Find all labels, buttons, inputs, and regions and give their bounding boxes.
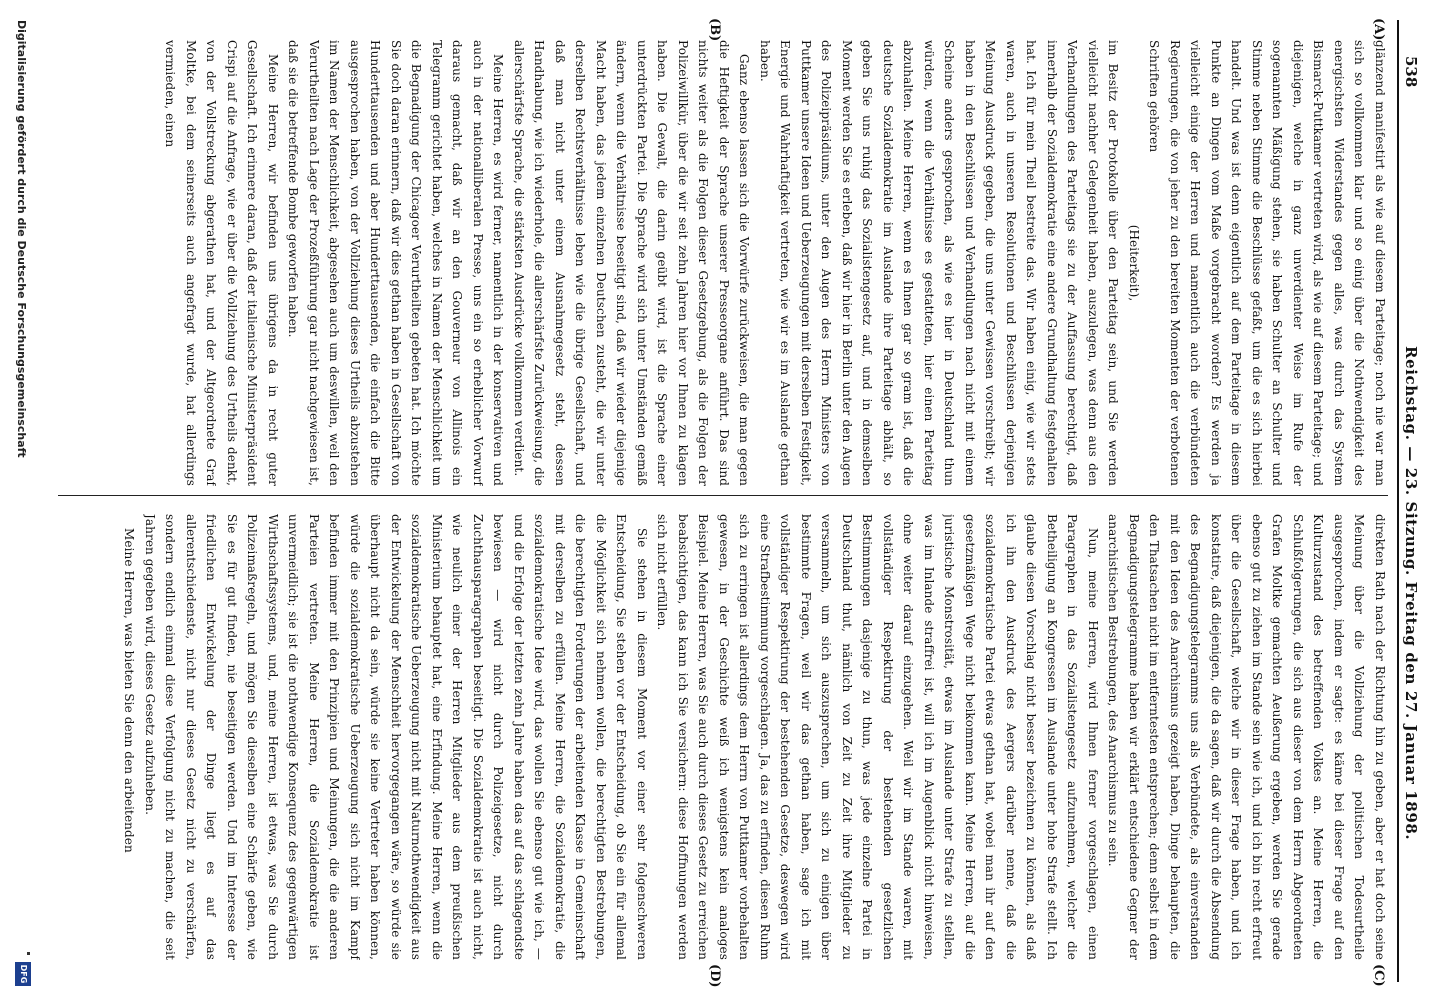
paragraph: Meine Herren, wir befinden uns übrigens da in recht guter Gesellschaft. Ich erinnere daran, daß der italienische Ministerpräsident Crispi auf die Anfrage, wie er über die Vollziehung des Urtheils denkt, von der Vollstreckung abgerathen hat, und der Altgeordnete Graf Moltke, bei dem seinerseits auch angefragt wurde, hat allerdings vermieden, einen bbox=[163, 40, 280, 486]
paragraph: Sie stehen in diesem Moment vor einer sehr folgenschweren Entscheidung, Sie stehen vor der Entscheidung, ob Sie ein für allemal die Möglichkeit sich nehmen wollen, die berechtigten Bestrebungen, die berechtigten Forderungen der arbeitenden Klasse in Gemeinschaft mit derselben zu erfüllen. Meine Herren, die Sozialdemokratie, die sozialdemokratische Idee wird, das wollen Sie ebenso gut wie ich, — und die Erfolge der letzten zehn Jahre haben das auf das schlagendste bewiesen — wird nicht durch Polizeigesetze, nicht durch Zuchthausparagraphen beseitigt. Die Sozialdemokratie ist auch nicht, wie neulich einer der Herren Mitglieder aus dem preußischen Ministerium behauptet hat, eine Erfindung. Meine Herren, wenn die sozialdemokratische Ueberzeugung nicht mit Naturnothwendigkeit aus der Entwickelung der Menschheit hervorgegangen wäre, so würde sie überhaupt nicht da sein, würde sie keine Vertreter haben können, würde die sozialdemokratische Ueberzeugung sich nicht im Kampf befinden immer mit den Prinzipien und Meinungen, die die anderen Parteien vertreten. Meine Herren, die Sozialdemokratie ist unvermeidlich; sie ist die nothwendige Konsequenz des gegenwärtigen Wirthschaftssystems, und, meine Herren, ist etwas, was Sie durch Polizeimaßregeln, und mögen Sie dieselben eine Schärfe geben, wie Sie es für gut finden, nie beseitigen werden. Und im Interesse der friedlichen Entwickelung der Dinge liegt es auf das allerentschiedenste, nicht nur dieses Gesetz nicht zu verschärfen, sondern endlich einmal diese Verfolgung nicht zu machen, die seit Jahren gegeben wird, dieses Gesetz aufzuheben. bbox=[143, 514, 649, 960]
left-text-column bbox=[42, 40, 1390, 486]
right-text-column bbox=[42, 514, 1390, 960]
margin-mark-a: (A) bbox=[1371, 18, 1386, 41]
scan-speck bbox=[27, 952, 30, 955]
paragraph: im Besitz der Protokolle über den Parteitag sein, und Sie werden vielleicht nachher Gelegenheit haben, auszulegen, was denn aus den Verhandlungen des Parteitags sie zu der Auffassung berechtigt, daß innerhalb der Sozialdemokratie eine andere Grundhaltung festgehalten hat. Ich für mein Theil bestreite das. Wir haben einig, wie wir stets waren, auch in unseren Resolutionen und Beschlüssen derjenigen Meinung Ausdruck gegeben, die uns unter Gewissen vorschreibt; wir haben in den Beschlüssen und Verhandlungen nach nicht mit einem Scheine anders gesprochen, als wie es hier in Deutschland thun würden, wenn die Verhältnisse es gestatteten, hier einen Parteitag abzuhalten. Meine Herren, wenn es Ihnen gar so gram ist, daß die deutsche Sozialdemokratie im Auslande ihre Parteitage abhält, so geben Sie uns ruhig das Sozialistengesetz auf, und in demselben Moment werden Sie es erleben, daß wir hier in Berlin unter den Augen des Polizeipräsidiums, unter den Augen des Herrn Ministers von Puttkamer unsere Ideen und Ueberzeugungen mit derselben Festigkeit, Energie und Wahrhaftigkeit vertreten, wie wir es im Auslande gethan haben. bbox=[758, 40, 1121, 486]
column-divider bbox=[58, 495, 1388, 496]
dfg-logo-icon: DFG bbox=[15, 962, 31, 986]
paragraph: Meine Herren, es wird ferner, namentlich in der konservativen und auch in der nationalliberalen Presse, uns ein so erheblicher Vorwurf daraus gemacht, daß wir an den Gouverneur von Allinois ein Telegramm gerichtet haben, welches in Namen der Menschlichkeit um die Begnadigung der Chicagoer Verurtheilten gebeten hat. Ich möchte Sie doch daran erinnern, daß wir dies gethan haben in Gesellschaft von Hunderttausenden und aber Hunderttausenden, die einfach die Bitte ausgesprochen haben, von der Vollziehung dieses Urtheils abzustehen im Namen der Menschlichkeit, abgesehen auch um deswillen, weil den Verurtheilten nach Lage der Prozeßführung gar nicht nachgewiesen ist, daß sie die betreffende Bombe geworfen haben. bbox=[286, 40, 506, 486]
paragraph: Meine Herren, was bieten Sie denn den arbeitenden bbox=[122, 528, 137, 853]
paragraph: glänzend manifestirt als wie auf diesem Parteitage; noch nie war man sich so vollkommen klar und so einig über die Nothwendigkeit des energischsten Widerstandes gegen alles, was durch das System Bismarck-Puttkamer vertreten wird, als wie auf diesem Parteitage; und diejenigen, welche in ganz unverdienter Weise im Rufe der sogenannten Mäßigung stehen, sie haben Schulter an Schulter und Stimme neben Stimme die Beschlüsse gefaßt, um die es sich hierbei handelt. Und was ist denn eigentlich auf dem Parteitage in diesem Punkte an Dingen vom Maße vorgebracht worden? Es werden ja vielleicht einige der Herren und namentlich auch die verbündeten Regierungen, die von jeher zu den bereiten Momenten der verbotenen Schriften gehören bbox=[1147, 40, 1387, 486]
header-rule bbox=[1397, 20, 1399, 982]
running-title: Reichstag. — 23. Sitzung. Freitag den 27. Januar 1898. bbox=[1402, 346, 1420, 841]
margin-mark-c: (C) bbox=[1371, 964, 1386, 987]
margin-mark-b: (B) bbox=[707, 18, 722, 42]
paragraph: direkten Rath nach der Richtung hin zu geben, aber er hat doch seine Meinung über die Vollziehung der politischen Todesurtheile ausgesprochen, indem er sagte: es käme bei dieser Frage auf den Kulturzustand des betreffenden Volkes an. Meine Herren, die Schlußfolgerungen, die sich aus dieser von dem Herrn Abgeordneten Grafen Moltke gemachten Aeußerung ergeben, werden Sie gerade ebenso gut zu ziehen im Stande sein wie ich, und ich bin recht erfreut über die Gesellschaft, welche wir in dieser Frage haben, und ich konstatire, daß diejenigen, die da sagen, daß wir durch die Absendung des Begnadigungstelegramms uns als Verbündete, als einverstanden mit den Ideen des Anarchismus gezeigt haben, Dinge behaupten, die den Thatsachen nicht im entferntesten entsprechen; denn selbst in dem Begnadigungstelegramme haben wir erklärt entschiedene Gegner der anarchistischen Bestrebungen, des Anarchismus zu sein. bbox=[1106, 514, 1387, 960]
digitization-credit: Digitalisierung gefördert durch die Deutsche Forschungsgemeinschaft bbox=[15, 20, 28, 458]
margin-mark-d: (D) bbox=[707, 964, 722, 988]
interjection: (Heiterkeit), bbox=[1127, 224, 1141, 302]
paragraph: Nun, meine Herren, wird Ihnen ferner vorgeschlagen, einen Paragraphen in das Sozialistengesetz aufzunehmen, welcher die Betheiligung an Kongressen im Auslande unter hohe Strafe stellt. Ich glaube diesen Vorschlag nicht besser bezeichnen zu können, als daß ich ihn den Ausdruck des Aergers darüber nenne, daß die sozialdemokratische Partei etwas gethan hat, wobei man ihr auf den gesetzmäßigen Wege nicht beikommen kann. Meine Herren, auf die juristische Monstrosität, etwas im Auslande unter Strafe zu stellen, was im Inlande straffrei ist, will ich im Augenblick nicht hinweisen, ohne weiter darauf einzugehen. Weil wir im Stande waren, mit vollständiger Respektirung der bestehenden gesetzlichen Bestimmungen dasjenige zu thun, was jede einzelne Partei in Deutschland thut, nämlich von Zeit zu Zeit ihre Mitglieder zu versammeln, um sich auszusprechen, um sich zu einigen über bestimmte Fragen, weil wir das gethan haben, sage ich mit vollständiger Respektirung der bestehenden Gesetze, deswegen wird eine Strafbestimmung vorgeschlagen. Ja, das zu erfinden, diesen Ruhm sich zu erringen ist allerdings dem Herrn von Puttkamer vorbehalten gewesen, in der Geschichte weiß ich wenigstens kein analoges Beispiel. Meine Herren, was Sie auch durch dieses Gesetz zu erreichen beabsichtigen, das kann ich Sie versichern: diese Hoffnungen werden sich nicht erfüllen. bbox=[655, 514, 1100, 960]
page-number: 538 bbox=[1402, 56, 1420, 88]
paragraph: Ganz ebenso lassen sich die Vorwürfe zurückweisen, die man gegen die Heftigkeit der Sprache unserer Presseorgane anführt. Das sind nichts weiter als die Folgen dieser Gesetzgebung, als die Folgen der Polizeiwillkür, über die wir seit zehn Jahren hier vor Ihnen zu klagen haben. Die Gewalt, die darin geübt wird, ist die Sprache einer unterdrückten Partei. Die Sprache wird sich unter Umständen gemäß ändern, wenn die Verhältnisse beseitigt sind, daß wir wieder diejenige Macht haben, das jedem einzelnen Deutschen zusteht, die wir unter derselben Rechtsverhältnisse leben wie die übrige Gesellschaft, und daß man nicht unter einem Ausnahmegesetz steht, dessen Handhabung, wie ich wiederhole, die allerschärfste Zurückweisung, die allerschärfste Sprache, die stärksten Ausdrücke vollkommen verdient. bbox=[512, 40, 752, 486]
